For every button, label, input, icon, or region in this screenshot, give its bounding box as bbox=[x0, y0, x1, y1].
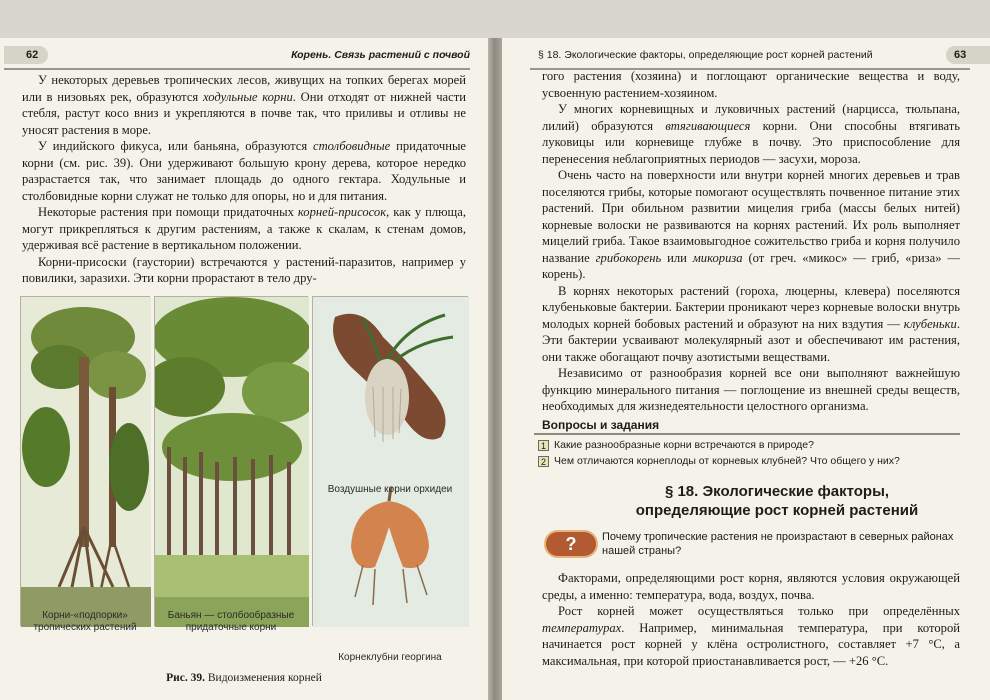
paragraph: Факторами, определяющими рост корня, являются условия окружающей среды, а именно: температура, вода, воздух, почва. bbox=[542, 571, 960, 602]
paragraph: Очень часто на поверхности или внутри корней многих деревьев и трав поселяются грибы, которые помогают осуществлять почвенное питание этих растений. При обильном развитии мицелия гриба (массы белых нитей) корневые волоски не развиваются на корнях растений. Их роль выполняет мицелий гриба. Такое взаимовыгодное сожительство гриба и корня получило название грибокорень или микориза (от греч. «микос» — гриб, «риза» — корень). bbox=[542, 168, 960, 281]
running-head-title-right: § 18. Экологические факторы, определяющие рост корней растений bbox=[538, 49, 873, 61]
question-mark-icon: ? bbox=[544, 530, 598, 558]
page-number-left: 62 bbox=[4, 46, 48, 64]
banyan-drawing bbox=[155, 297, 309, 627]
paragraph: гого растения (хозяина) и поглощают органические вещества и воду, усвоенную растением-хозяином. bbox=[542, 69, 960, 100]
paragraph: У индийского фикуса, или баньяна, образуются столбовидные придаточные корни (см. рис. 39). Они удерживают большую крону дерева, которое нередко разрастается так, что занимает площадь до одного гектара. Ходульные и столбовидные корни служат не только для опоры, но и для питания. bbox=[22, 139, 467, 203]
running-head-title-left: Корень. Связь растений с почвой bbox=[291, 49, 470, 61]
paragraph: Независимо от разнообразия корней все они выполняют важнейшую функцию минерального питания — поглощение из внешней среды веществ, необходимых для жизнедеятельности целостного организма. bbox=[542, 366, 960, 413]
left-body-text bbox=[22, 72, 466, 287]
caption-dahlia: Корнеклубни георгина bbox=[338, 652, 442, 663]
running-head-left bbox=[4, 46, 470, 68]
question-item: 1 Какие разнообразные корни встречаются в природе? bbox=[538, 439, 814, 451]
book-spine bbox=[488, 38, 502, 700]
caption-banyan: Баньян — столбообразные придаточные корни bbox=[167, 610, 295, 633]
questions-rule bbox=[534, 433, 960, 435]
paragraph: Рост корней может осуществляться только при определённых температурах. Например, минимальная температура, при которой начинается рост корней у клёна остролистного, составляет +7 °С, а максимальная, при которой приостанавливается рост, — +26 °С. bbox=[542, 604, 960, 668]
head-rule-left bbox=[4, 68, 470, 70]
question-number: 2 bbox=[538, 456, 549, 467]
right-page bbox=[502, 38, 990, 700]
intro-question: Почему тропические растения не произрастают в северных районах нашей страны? bbox=[602, 531, 954, 557]
question-number: 1 bbox=[538, 440, 549, 451]
questions-heading: Вопросы и задания bbox=[542, 418, 660, 432]
figure-title: Рис. 39. Видоизменения корней bbox=[166, 672, 322, 684]
paragraph: Корни-присоски (гаустории) встречаются у растений-паразитов, например у повилики, заразихи. Эти корни прорастают в тело дру- bbox=[22, 254, 466, 285]
question-item: 2 Чем отличаются корнеплоды от корневых клубней? Что общего у них? bbox=[538, 455, 900, 467]
section-title: § 18. Экологические факторы, определяющие рост корней растений bbox=[635, 483, 919, 519]
orchid-dahlia-panel bbox=[312, 296, 468, 626]
banyan-illustration bbox=[154, 296, 308, 626]
paragraph: В корнях некоторых растений (гороха, люцерны, клевера) поселяются клубеньковые бактерии. Бактерии проникают через корневые волоски внутрь молодых корней бобовых растений и образуют на них вздутия — клубеньки. Эти бактерии усваивают молекулярный азот и обеспечивают им растения, они также обогащают почву азотистыми веществами. bbox=[542, 283, 960, 364]
caption-orchid: Воздушные корни орхидеи bbox=[327, 484, 453, 495]
right-body-text bbox=[542, 68, 960, 415]
paragraph: Некоторые растения при помощи придаточных корней-присосок, как у плюща, могут прикрепляться к другим растениям, а также к скалам, к стенам домов, удерживая всё растение в вертикальном положении. bbox=[22, 205, 466, 252]
paragraph: У некоторых деревьев тропических лесов, живущих на топких берегах морей или в низовьях рек, образуются ходульные корни. Они отходят от нижней части стебля, растут косо вниз и укрепляются в почве так, что приливы и отливы не уносят растения в море. bbox=[22, 73, 466, 137]
figure-39 bbox=[20, 296, 468, 684]
running-head-right bbox=[530, 46, 970, 68]
page-number-right: 63 bbox=[946, 46, 990, 64]
left-page bbox=[0, 38, 488, 700]
caption-stilt-roots: Корни-«подпорки» тропических растений bbox=[33, 610, 137, 633]
section-body-text bbox=[542, 570, 960, 669]
paragraph: У многих корневищных и луковичных растений (нарцисса, тюльпана, лилий) образуются втягивающиеся корни. Они способны втягивать луковицы или корневище глубже в почву. Это приспособление для перенесения неблагоприятных периодов — засухи, мороза. bbox=[542, 102, 960, 166]
orchid-dahlia-drawing bbox=[313, 297, 469, 627]
stilt-roots-illustration bbox=[20, 296, 150, 626]
stilt-roots-drawing bbox=[21, 297, 151, 627]
